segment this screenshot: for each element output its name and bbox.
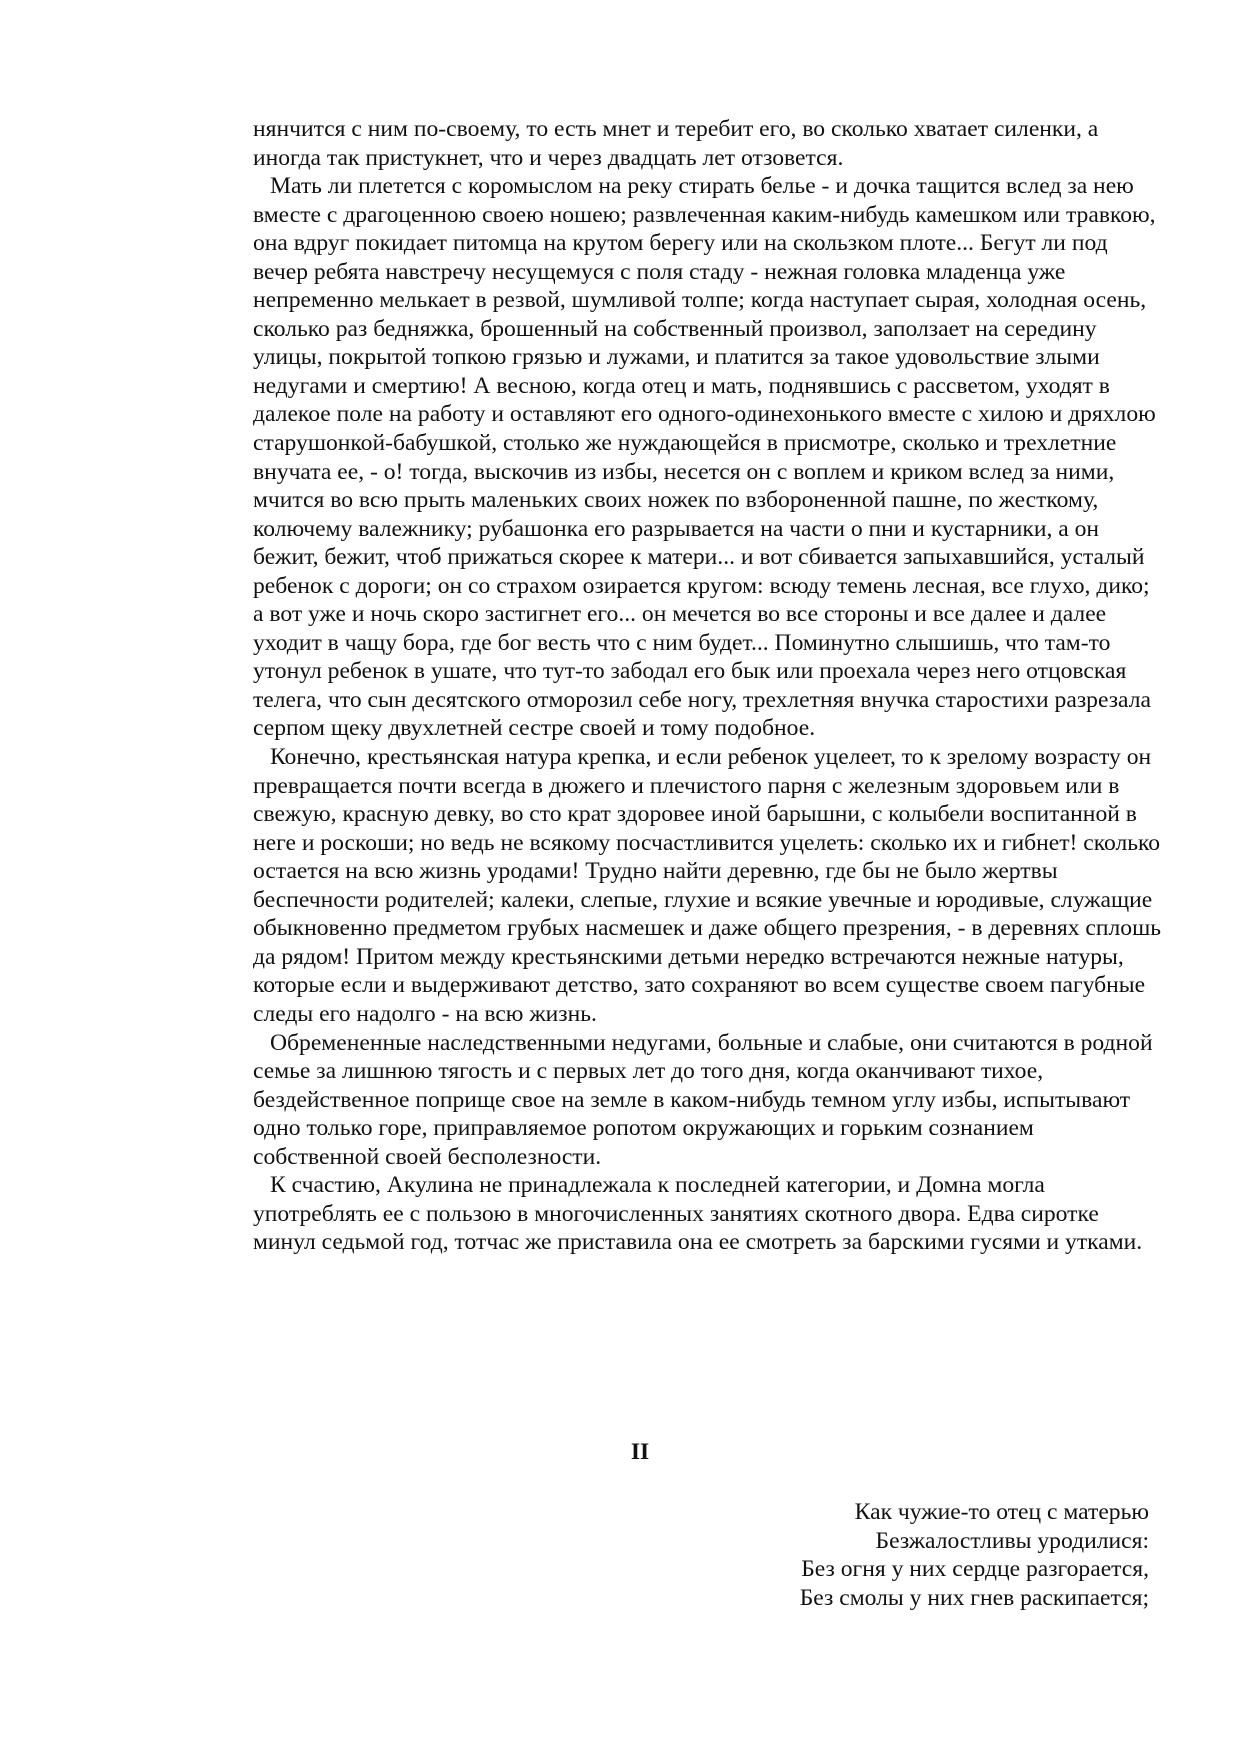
epigraph-line: Без смолы у них гнев раскипается; [799, 1584, 1149, 1611]
paragraph: Мать ли плетется с коромыслом на реку стирать белье - и дочка тащится вслед за нею вместе с драгоценною своею ношею; развлеченная каким-нибудь камешком или травкою, она вдруг покидает питомца на крутом берегу или на скользком плоте... Бегут ли под вечер ребята навстречу несущемуся с поля стаду - нежная головка младенца уже непременно мелькает в резвой, шумливой толпе; когда наступает сырая, холодная осень, сколько раз бедняжка, брошенный на собственный произвол, заползает на середину улицы, покрытой топкою грязью и лужами, и платится за такое удовольствие злыми недугами и смертию! А весною, когда отец и мать, поднявшись с рассветом, уходят в далекое поле на работу и оставляют его одного-одинехонького вместе с хилою и дряхлою старушонкой-бабушкой, столько же нуждающейся в присмотре, сколько и трехлетние внучата ее, - о! тогда, выскочив из избы, несется он с воплем и криком вслед за ними, мчится во всю прыть маленьких своих ножек по взбороненной пашне, по жесткому, колючему валежнику; рубашонка его разрывается на части о пни и кустарники, а он бежит, бежит, чтоб прижаться скорее к матери... и вот сбивается запыхавшийся, усталый ребенок с дороги; он со страхом озирается кругом: всюду темень лесная, все глухо, дико; а вот уже и ночь скоро застигнет его... он мечется во все стороны и все далее и далее уходит в чащу бора, где бог весть что с ним будет... Поминутно слышишь, что там-то утонул ребенок в ушате, что тут-то забодал его бык или проехала через него отцовская телега, что сын десятского отморозил себе ногу, трехлетняя внучка старостихи разрезала серпом щеку двухлетней сестре своей и тому подобное. [253, 173, 1156, 742]
paragraph-continuation: нянчится с ним по-своему, то есть мнет и теребит его, во сколько хватает силенки, а иногда так пристукнет, что и через двадцать лет отзовется. [253, 116, 1099, 171]
epigraph [549, 1498, 1149, 1612]
chapter-heading: II [630, 1439, 650, 1465]
paragraph: Обремененные наследственными недугами, больные и слабые, они считаются в родной семье за лишнюю тягость и с первых лет до того дня, когда оканчивают тихое, бездейственное поприще свое на земле в каком-нибудь темном углу избы, испытывают одно только горе, приправляемое ропотом окружающих и горьким сознанием собственной своей бесполезности. [253, 1029, 1153, 1170]
epigraph-line: Без огня у них сердце разгорается, [801, 1556, 1149, 1583]
paragraph: Конечно, крестьянская натура крепка, и если ребенок уцелеет, то к зрелому возрасту он превращается почти всегда в дюжего и плечистого парня с железным здоровьем или в свежую, красную девку, во сто крат здоровее иной барышни, с колыбели воспитанной в неге и роскоши; но ведь не всякому посчастливится уцелеть: сколько их и гибнет! сколько остается на всю жизнь уродами! Трудно найти деревню, где бы не было жертвы беспечности родителей; калеки, слепые, глухие и всякие увечные и юродивые, служащие обыкновенно предметом грубых насмешек и даже общего презрения, - в деревнях сплошь да рядом! Притом между крестьянскими детьми нередко встречаются нежные натуры, которые если и выдерживают детство, зато сохраняют во всем существе своем пагубные следы его надолго - на всю жизнь. [253, 744, 1162, 1027]
epigraph-line: Как чужие-то отец с матерью [854, 1499, 1149, 1525]
paragraph: К счастию, Акулина не принадлежала к последней категории, и Домна могла употреблять ее с пользою в многочисленных занятиях скотного двора. Едва сиротке минул седьмой год, тотчас же приставила она ее смотреть за барскими гусями и утками. [253, 1172, 1143, 1256]
epigraph-line: Безжалостливы уродилися: [875, 1527, 1149, 1554]
body-text [253, 115, 1163, 1257]
